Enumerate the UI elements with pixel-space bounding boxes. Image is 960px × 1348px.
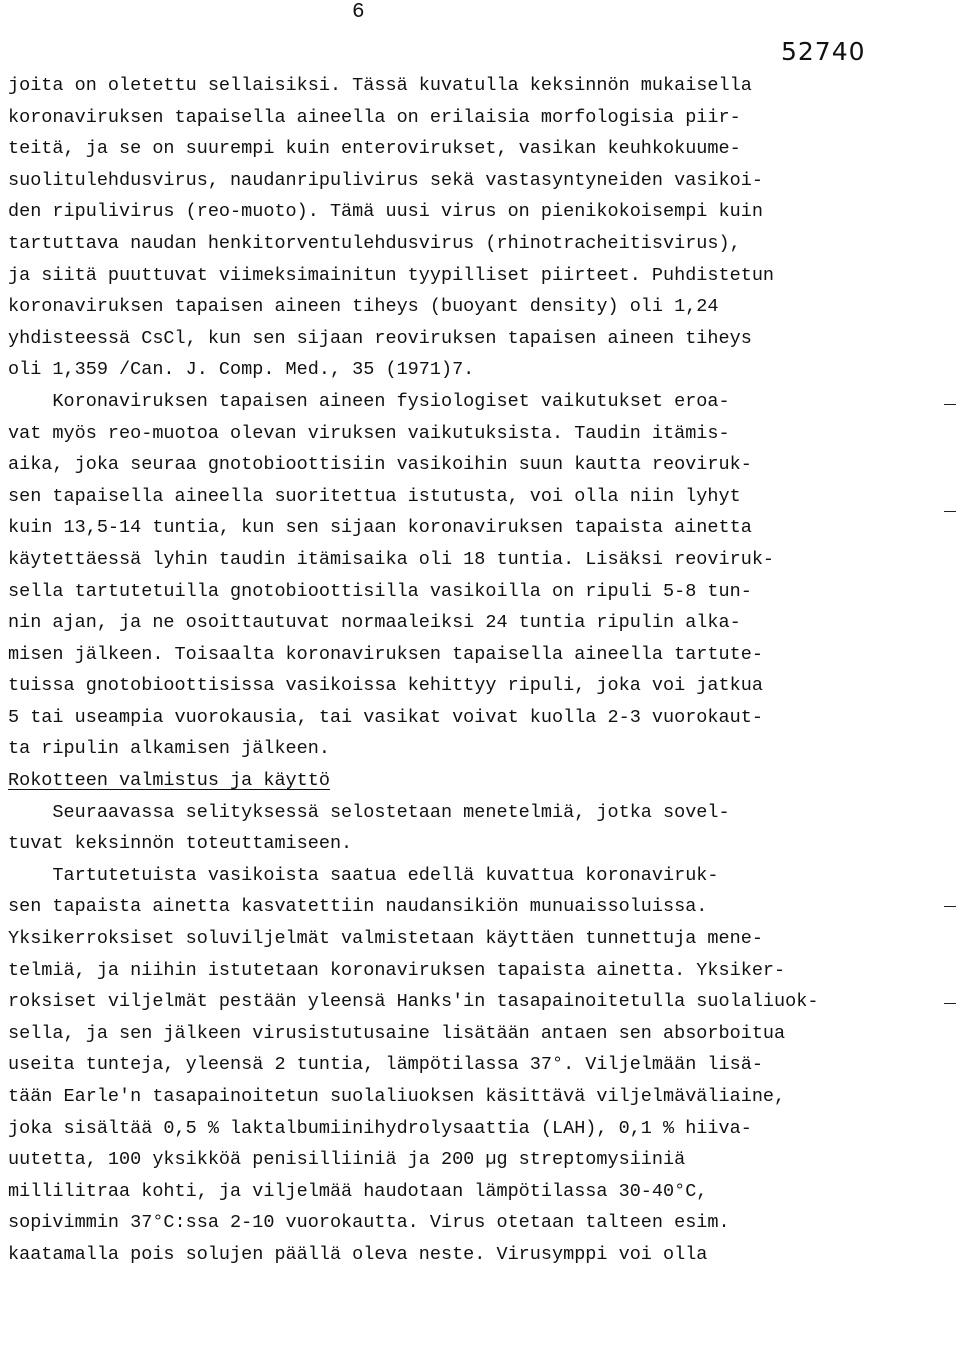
text-line: tuvat keksinnön toteuttamiseen. — [8, 833, 353, 855]
text-line: sopivimmin 37°C:ssa 2-10 vuorokautta. Virus otetaan talteen esim. — [8, 1212, 730, 1234]
margin-mark — [944, 511, 956, 512]
text-line: yhdisteessä CsCl, kun sen sijaan reoviruksen tapaisen aineen tiheys — [8, 327, 752, 349]
text-line: sen tapaisella aineella suoritettua istutusta, voi olla niin lyhyt — [8, 485, 741, 507]
margin-mark — [944, 906, 956, 907]
document-number: 52740 — [781, 37, 866, 66]
text-line: tuissa gnotobioottisissa vasikoissa kehittyy ripuli, joka voi jatkua — [8, 675, 763, 697]
text-line: useita tunteja, yleensä 2 tuntia, lämpötilassa 37°. Viljelmään lisä- — [8, 1054, 763, 1076]
text-line: sella, ja sen jälkeen virusistutusaine lisätään antaen sen absorboitua — [8, 1022, 786, 1044]
text-line: tartuttava naudan henkitorventulehdusvirus (rhinotracheitisvirus), — [8, 232, 741, 254]
text-line: koronaviruksen tapaisen aineen tiheys (buoyant density) oli 1,24 — [8, 296, 719, 318]
text-line: uutetta, 100 yksikköä penisilliiniä ja 200 µg streptomysiiniä — [8, 1149, 686, 1171]
text-line: sella tartutetuilla gnotobioottisilla vasikoilla on ripuli 5-8 tun- — [8, 580, 752, 602]
text-line: Koronaviruksen tapaisen aineen fysiologiset vaikutukset eroa- — [8, 390, 730, 412]
section-heading: Rokotteen valmistus ja käyttö — [8, 770, 330, 792]
text-line: oli 1,359 /Can. J. Comp. Med., 35 (1971)7. — [8, 359, 475, 381]
text-line: roksiset viljelmät pestään yleensä Hanks'in tasapainoitetulla suolaliuok- — [8, 991, 819, 1013]
text-line: kaatamalla pois solujen päällä oleva neste. Virusymppi voi olla — [8, 1243, 708, 1265]
text-line: joita on oletettu sellaisiksi. Tässä kuvatulla keksinnön mukaisella — [8, 75, 752, 96]
text-line: misen jälkeen. Toisaalta koronaviruksen tapaisella aineella tartute- — [8, 643, 763, 665]
text-line: 5 tai useampia vuorokausia, tai vasikat voivat kuolla 2-3 vuorokaut- — [8, 706, 763, 728]
text-line: ja siitä puuttuvat viimeksimainitun tyypilliset piirteet. Puhdistetun — [8, 264, 775, 286]
text-line: nin ajan, ja ne osoittautuvat normaaleiksi 24 tuntia ripulin alka- — [8, 612, 741, 634]
text-line: Tartutetuista vasikoista saatua edellä kuvattua koronaviruk- — [8, 864, 719, 886]
page-number: 6 — [352, 1, 365, 24]
text-line: millilitraa kohti, ja viljelmää haudotaan lämpötilassa 30-40°C, — [8, 1180, 708, 1202]
text-line: aika, joka seuraa gnotobioottisiin vasikoihin suun kautta reoviruk- — [8, 454, 752, 476]
text-line: tään Earle'n tasapainoitetun suolaliuoksen käsittävä viljelmäväliaine, — [8, 1086, 786, 1107]
body-text — [8, 70, 908, 1271]
text-line: sen tapaista ainetta kasvatettiin naudansikiön munuaissoluissa. — [8, 896, 708, 918]
text-line: vat myös reo-muotoa olevan viruksen vaikutuksista. Taudin itämis- — [8, 422, 730, 444]
margin-mark — [944, 1003, 956, 1004]
text-line: Yksikerroksiset soluviljelmät valmistetaan käyttäen tunnettuja mene- — [8, 928, 763, 950]
text-line: käytettäessä lyhin taudin itämisaika oli 18 tuntia. Lisäksi reoviruk- — [8, 548, 775, 570]
margin-marks — [944, 0, 958, 1348]
text-line: kuin 13,5-14 tuntia, kun sen sijaan koronaviruksen tapaista ainetta — [8, 517, 752, 539]
margin-mark — [944, 404, 956, 405]
text-line: joka sisältää 0,5 % laktalbumiinihydrolysaattia (LAH), 0,1 % hiiva- — [8, 1117, 752, 1139]
text-line: telmiä, ja niihin istutetaan koronaviruksen tapaista ainetta. Yksiker- — [8, 959, 786, 981]
text-line: teitä, ja se on suurempi kuin enterovirukset, vasikan keuhkokuume- — [8, 138, 741, 160]
text-line: koronaviruksen tapaisella aineella on erilaisia morfologisia piir- — [8, 106, 741, 128]
text-line: Seuraavassa selityksessä selostetaan menetelmiä, jotka sovel- — [8, 801, 730, 823]
text-line: den ripulivirus (reo-muoto). Tämä uusi virus on pienikokoisempi kuin — [8, 201, 763, 223]
text-line: ta ripulin alkamisen jälkeen. — [8, 738, 330, 760]
text-line: suolitulehdusvirus, naudanripulivirus sekä vastasyntyneiden vasikoi- — [8, 169, 763, 191]
